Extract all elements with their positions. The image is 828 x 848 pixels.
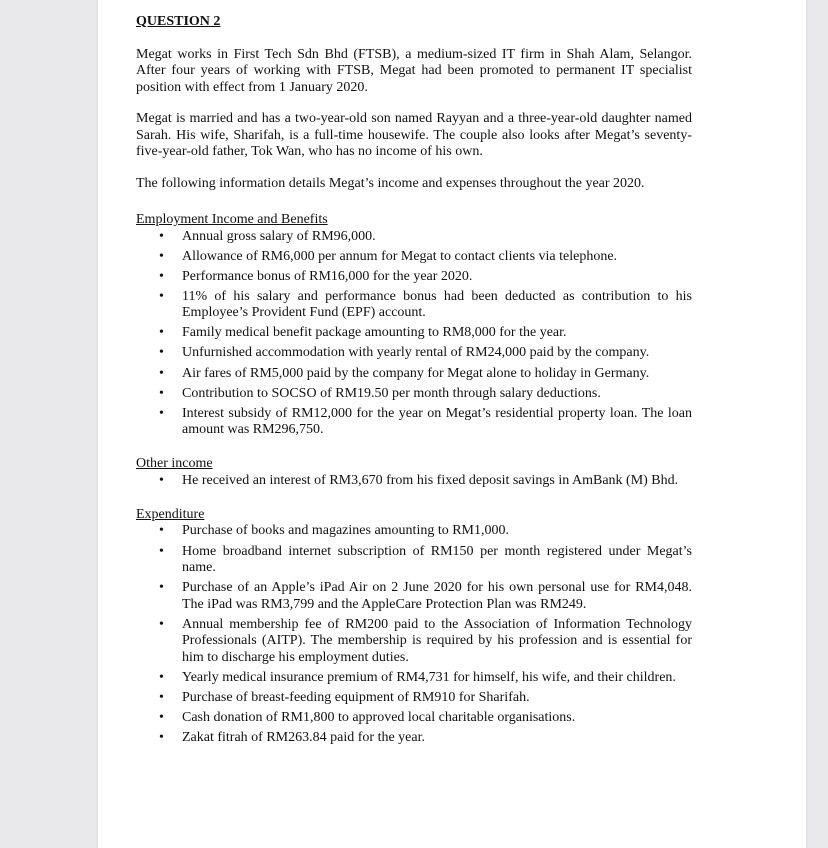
list-item-text: Interest subsidy of RM12,000 for the year on Megat’s residential property loan. The loan amount was RM296,750. (182, 405, 692, 438)
list-item (136, 617, 692, 667)
bullet-icon: • (159, 385, 164, 401)
list-item (136, 289, 692, 322)
list-item-text: Annual membership fee of RM200 paid to the Association of Information Technology Professionals (AITP). The membership is required by his profession and is essential for him to discharge his employment duties. (182, 616, 692, 665)
list-item-text: Purchase of an Apple’s iPad Air on 2 June 2020 for his own personal use for RM4,048. The iPad was RM3,799 and the AppleCare Protection Plan was RM249. (182, 580, 692, 612)
bullet-icon: • (159, 248, 164, 264)
list-item-text: 11% of his salary and performance bonus had been deducted as contribution to his Employee’s Provident Fund (EPF) account. (182, 288, 692, 321)
list-item-text: Yearly medical insurance premium of RM4,731 for himself, his wife, and their children. (182, 669, 676, 685)
expenditure-section-title: Expenditure (136, 506, 205, 522)
list-item (136, 544, 692, 577)
list-item (136, 580, 692, 613)
list-item (136, 229, 692, 246)
bullet-icon: • (159, 730, 164, 746)
list-item (136, 690, 692, 707)
bullet-icon: • (159, 325, 164, 341)
bullet-icon: • (159, 669, 164, 685)
family-paragraph: Megat is married and has a two-year-old son named Rayyan and a three-year-old daughter named Sarah. His wife, Sharifah, is a full-time housewife. The couple also looks after Megat’s seventy-five-year-old father, Tok Wan, who has no income of his own. (136, 111, 692, 159)
bullet-icon: • (159, 228, 164, 244)
list-item-text: Air fares of RM5,000 paid by the company for Megat alone to holiday in Germany. (182, 365, 650, 381)
list-item (136, 406, 692, 439)
list-item (136, 325, 692, 342)
bullet-icon: • (159, 365, 164, 381)
list-item-text: Cash donation of RM1,800 to approved local charitable organisations. (182, 710, 576, 725)
list-item-text: Family medical benefit package amounting to RM8,000 for the year. (182, 325, 567, 341)
bullet-icon: • (159, 543, 164, 559)
bullet-icon: • (159, 405, 164, 421)
list-item-text: Performance bonus of RM16,000 for the year 2020. (182, 268, 473, 284)
list-item (136, 269, 692, 286)
bullet-icon: • (159, 472, 164, 488)
document-content (136, 14, 692, 750)
list-item-text: Zakat fitrah of RM263.84 paid for the year. (182, 730, 425, 746)
bullet-icon: • (159, 523, 164, 539)
summary-paragraph: The following information details Megat’s income and expenses throughout the year 2020. (136, 175, 645, 191)
list-item-text: Contribution to SOCSO of RM19.50 per month through salary deductions. (182, 385, 601, 401)
bullet-icon: • (159, 345, 164, 361)
list-item (136, 249, 692, 266)
list-item (136, 523, 692, 540)
list-item (136, 730, 692, 747)
list-item (136, 366, 692, 383)
intro-paragraph: Megat works in First Tech Sdn Bhd (FTSB), a medium-sized IT firm in Shah Alam, Selangor. After four years of working with FTSB, Megat had been promoted to permanent IT specialist position with effect from 1 January 2020. (136, 46, 692, 95)
list-item-text: Purchase of books and magazines amounting to RM1,000. (182, 523, 510, 539)
list-item-text: Allowance of RM6,000 per annum for Megat to contact clients via telephone. (182, 248, 618, 264)
employment-section-title: Employment Income and Benefits (136, 212, 328, 227)
expenditure-list (136, 523, 692, 746)
list-item (136, 670, 692, 687)
document-page (98, 0, 806, 848)
bullet-icon: • (159, 268, 164, 284)
bullet-icon: • (159, 689, 164, 705)
list-item-text: Unfurnished accommodation with yearly rental of RM24,000 paid by the company. (182, 345, 650, 361)
list-item (136, 386, 692, 403)
bullet-icon: • (159, 616, 164, 632)
other-income-section-title: Other income (136, 456, 213, 472)
list-item (136, 345, 692, 362)
list-item-text: He received an interest of RM3,670 from his fixed deposit savings in AmBank (M) Bhd. (182, 472, 679, 488)
list-item-text: Purchase of breast-feeding equipment of RM910 for Sharifah. (182, 689, 530, 705)
list-item (136, 710, 692, 727)
list-item-text: Annual gross salary of RM96,000. (182, 228, 376, 244)
question-title: QUESTION 2 (136, 14, 221, 29)
list-item (136, 473, 692, 490)
bullet-icon: • (159, 710, 164, 725)
employment-list (136, 229, 692, 439)
list-item-text: Home broadband internet subscription of RM150 per month registered under Megat’s name. (182, 543, 692, 576)
bullet-icon: • (159, 288, 164, 304)
other-income-list (136, 473, 692, 490)
bullet-icon: • (159, 580, 164, 596)
